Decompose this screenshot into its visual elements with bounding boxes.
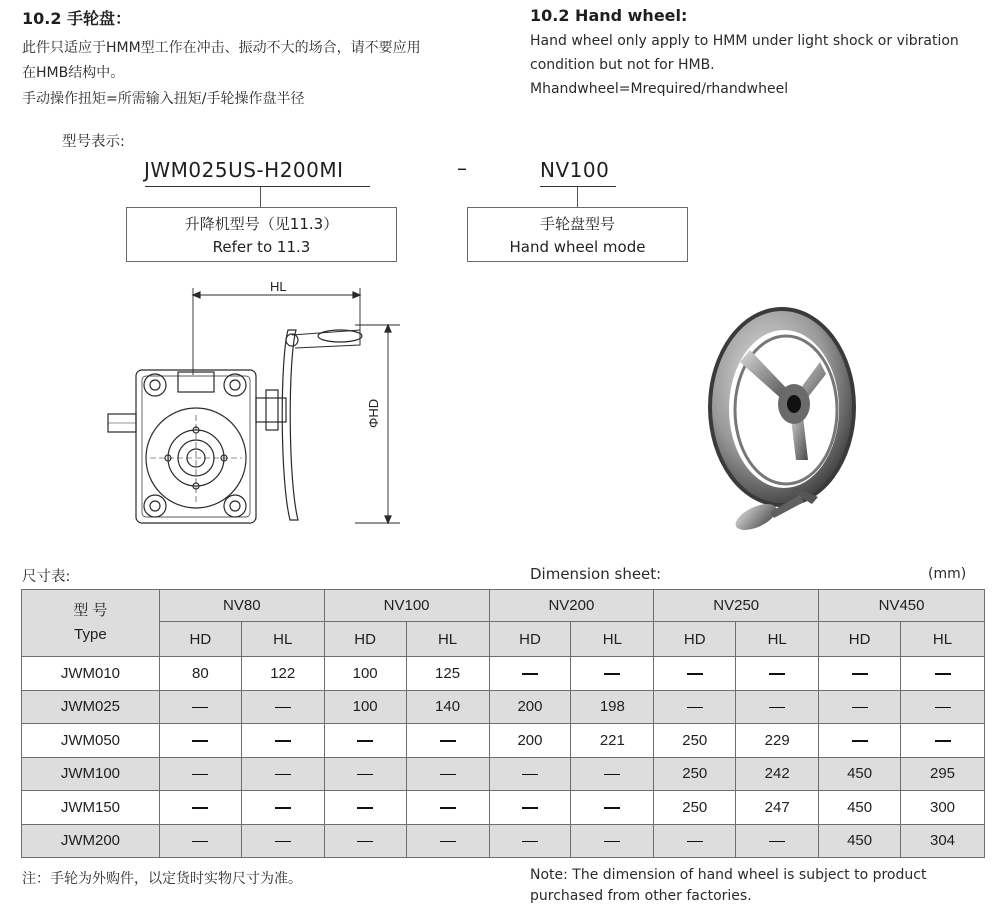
value-cell xyxy=(324,757,406,791)
dash-mark xyxy=(440,774,456,776)
value-cell: 250 xyxy=(654,724,736,758)
value-cell: 229 xyxy=(736,724,819,758)
desc-en-line-1: Hand wheel only apply to HMM under light shock or vibration xyxy=(530,33,959,49)
note-cn: 注：手轮为外购件，以定货时实物尺寸为准。 xyxy=(22,871,302,887)
note-en-line-2: purchased from other factories. xyxy=(530,888,752,904)
model-box-handwheel xyxy=(467,207,688,262)
model-box-lifter-en: Refer to 11.3 xyxy=(212,238,311,256)
value-cell xyxy=(901,690,985,724)
dash-mark xyxy=(275,707,291,709)
value-cell xyxy=(159,724,241,758)
table-row xyxy=(22,791,985,825)
table-row xyxy=(22,757,985,791)
dash-mark xyxy=(275,841,291,843)
value-cell xyxy=(159,824,241,858)
sub-header-hd: HD xyxy=(654,622,736,657)
dash-mark xyxy=(440,807,456,809)
group-header: NV450 xyxy=(819,590,985,622)
dimension-table xyxy=(21,589,985,858)
value-cell xyxy=(571,824,654,858)
sub-header-hd: HD xyxy=(489,622,571,657)
sub-header-hl: HL xyxy=(406,622,489,657)
value-cell xyxy=(736,824,819,858)
value-cell xyxy=(159,791,241,825)
value-cell: 242 xyxy=(736,757,819,791)
dash-mark xyxy=(769,841,785,843)
value-cell xyxy=(654,824,736,858)
value-cell: 100 xyxy=(324,690,406,724)
value-cell xyxy=(324,791,406,825)
dash-mark xyxy=(604,774,620,776)
dash-mark xyxy=(852,740,868,742)
type-cell: JWM010 xyxy=(22,657,160,691)
type-cell: JWM200 xyxy=(22,824,160,858)
dash-mark xyxy=(357,841,373,843)
value-cell: 295 xyxy=(901,757,985,791)
desc-cn-line-1: 此件只适应于HMM型工作在冲击、振动不大的场合，请不要应用 xyxy=(22,40,421,56)
model-code-underline-1 xyxy=(145,186,370,187)
group-header: NV200 xyxy=(489,590,654,622)
dash-mark xyxy=(192,774,208,776)
dash-mark xyxy=(440,740,456,742)
value-cell xyxy=(736,690,819,724)
value-cell xyxy=(489,824,571,858)
value-cell: 140 xyxy=(406,690,489,724)
dash-mark xyxy=(522,673,538,675)
dash-mark xyxy=(522,841,538,843)
value-cell xyxy=(571,757,654,791)
group-header: NV100 xyxy=(324,590,489,622)
table-header-groups xyxy=(22,590,985,622)
dash-mark xyxy=(687,673,703,675)
value-cell: 250 xyxy=(654,757,736,791)
dash-mark xyxy=(440,841,456,843)
desc-cn-line-3: 手动操作扭矩=所需输入扭矩/手轮操作盘半径 xyxy=(22,91,305,107)
sub-header-hd: HD xyxy=(324,622,406,657)
dash-mark xyxy=(357,807,373,809)
type-header-cn: 型 号 xyxy=(73,602,108,619)
value-cell xyxy=(406,824,489,858)
type-cell: JWM150 xyxy=(22,791,160,825)
table-row xyxy=(22,657,985,691)
model-label: 型号表示: xyxy=(62,134,125,150)
dash-mark xyxy=(935,673,951,675)
model-code-handwheel: NV100 xyxy=(540,158,610,182)
hand-wheel-image xyxy=(700,292,860,537)
value-cell: 122 xyxy=(241,657,324,691)
dash-mark xyxy=(275,740,291,742)
value-cell xyxy=(406,757,489,791)
type-cell: JWM050 xyxy=(22,724,160,758)
table-row xyxy=(22,824,985,858)
value-cell xyxy=(406,724,489,758)
connector-line-2 xyxy=(577,187,578,207)
value-cell xyxy=(241,690,324,724)
value-cell xyxy=(819,690,901,724)
value-cell: 200 xyxy=(489,724,571,758)
value-cell xyxy=(406,791,489,825)
note-en-line-1: Note: The dimension of hand wheel is subject to product xyxy=(530,867,927,883)
type-cell: JWM025 xyxy=(22,690,160,724)
dash-mark xyxy=(522,807,538,809)
desc-en-line-2: condition but not for HMB. xyxy=(530,57,715,73)
dash-mark xyxy=(192,707,208,709)
value-cell xyxy=(159,690,241,724)
value-cell: 304 xyxy=(901,824,985,858)
dim-title-en: Dimension sheet: xyxy=(530,565,662,583)
value-cell: 80 xyxy=(159,657,241,691)
value-cell xyxy=(324,824,406,858)
sub-header-hd: HD xyxy=(819,622,901,657)
sub-header-hl: HL xyxy=(571,622,654,657)
dash-mark xyxy=(604,673,620,675)
value-cell xyxy=(654,690,736,724)
dash-mark xyxy=(192,807,208,809)
section-heading-cn: 10.2 手轮盘： xyxy=(22,9,132,28)
connector-line-1 xyxy=(260,187,261,207)
value-cell xyxy=(241,757,324,791)
value-cell xyxy=(241,791,324,825)
value-cell xyxy=(654,657,736,691)
model-box-handwheel-cn: 手轮盘型号 xyxy=(539,215,615,233)
dash-mark xyxy=(192,841,208,843)
value-cell: 450 xyxy=(819,824,901,858)
value-cell: 221 xyxy=(571,724,654,758)
dash-mark xyxy=(687,707,703,709)
section-heading-en: 10.2 Hand wheel: xyxy=(530,6,688,25)
value-cell xyxy=(489,757,571,791)
value-cell xyxy=(819,724,901,758)
model-box-lifter xyxy=(126,207,397,262)
model-box-lifter-cn: 升降机型号（见11.3） xyxy=(184,215,339,233)
sub-header-hl: HL xyxy=(901,622,985,657)
dash-mark xyxy=(275,807,291,809)
value-cell: 125 xyxy=(406,657,489,691)
sub-header-hl: HL xyxy=(736,622,819,657)
group-header: NV80 xyxy=(159,590,324,622)
dash-mark xyxy=(275,774,291,776)
dim-unit: (mm) xyxy=(928,566,967,582)
value-cell xyxy=(571,791,654,825)
value-cell: 247 xyxy=(736,791,819,825)
technical-drawing xyxy=(100,280,410,530)
dash-mark xyxy=(357,774,373,776)
dash-mark xyxy=(769,707,785,709)
value-cell: 198 xyxy=(571,690,654,724)
desc-en-line-3: Mhandwheel=Mrequired/rhandwheel xyxy=(530,81,789,97)
value-cell: 450 xyxy=(819,757,901,791)
value-cell: 300 xyxy=(901,791,985,825)
dim-title-cn: 尺寸表: xyxy=(22,569,71,585)
desc-cn-line-2: 在HMB结构中。 xyxy=(22,65,125,81)
table-header-sub xyxy=(22,622,985,657)
value-cell xyxy=(489,657,571,691)
dash-mark xyxy=(852,673,868,675)
value-cell: 200 xyxy=(489,690,571,724)
value-cell xyxy=(489,791,571,825)
table-row xyxy=(22,690,985,724)
sub-header-hd: HD xyxy=(159,622,241,657)
value-cell xyxy=(571,657,654,691)
value-cell xyxy=(736,657,819,691)
dash-mark xyxy=(769,673,785,675)
model-code-underline-2 xyxy=(540,186,616,187)
dash-mark xyxy=(852,707,868,709)
value-cell xyxy=(241,724,324,758)
dash-mark xyxy=(935,707,951,709)
value-cell xyxy=(819,657,901,691)
value-cell xyxy=(324,724,406,758)
value-cell xyxy=(241,824,324,858)
model-dash: – xyxy=(457,156,468,180)
dash-mark xyxy=(935,740,951,742)
model-box-handwheel-en: Hand wheel mode xyxy=(509,238,646,256)
dash-mark xyxy=(604,807,620,809)
type-header-en: Type xyxy=(74,626,107,643)
dash-mark xyxy=(687,841,703,843)
hl-dimension-label: HL xyxy=(270,279,287,294)
value-cell xyxy=(901,724,985,758)
value-cell: 250 xyxy=(654,791,736,825)
group-header: NV250 xyxy=(654,590,819,622)
value-cell xyxy=(159,757,241,791)
model-code-lifter: JWM025US-H200MI xyxy=(144,158,344,182)
hd-dimension-label: ΦHD xyxy=(366,398,381,428)
dash-mark xyxy=(604,841,620,843)
dash-mark xyxy=(522,774,538,776)
type-header xyxy=(22,590,160,657)
type-cell: JWM100 xyxy=(22,757,160,791)
value-cell: 450 xyxy=(819,791,901,825)
value-cell: 100 xyxy=(324,657,406,691)
value-cell xyxy=(901,657,985,691)
table-row xyxy=(22,724,985,758)
dash-mark xyxy=(192,740,208,742)
dash-mark xyxy=(357,740,373,742)
sub-header-hl: HL xyxy=(241,622,324,657)
